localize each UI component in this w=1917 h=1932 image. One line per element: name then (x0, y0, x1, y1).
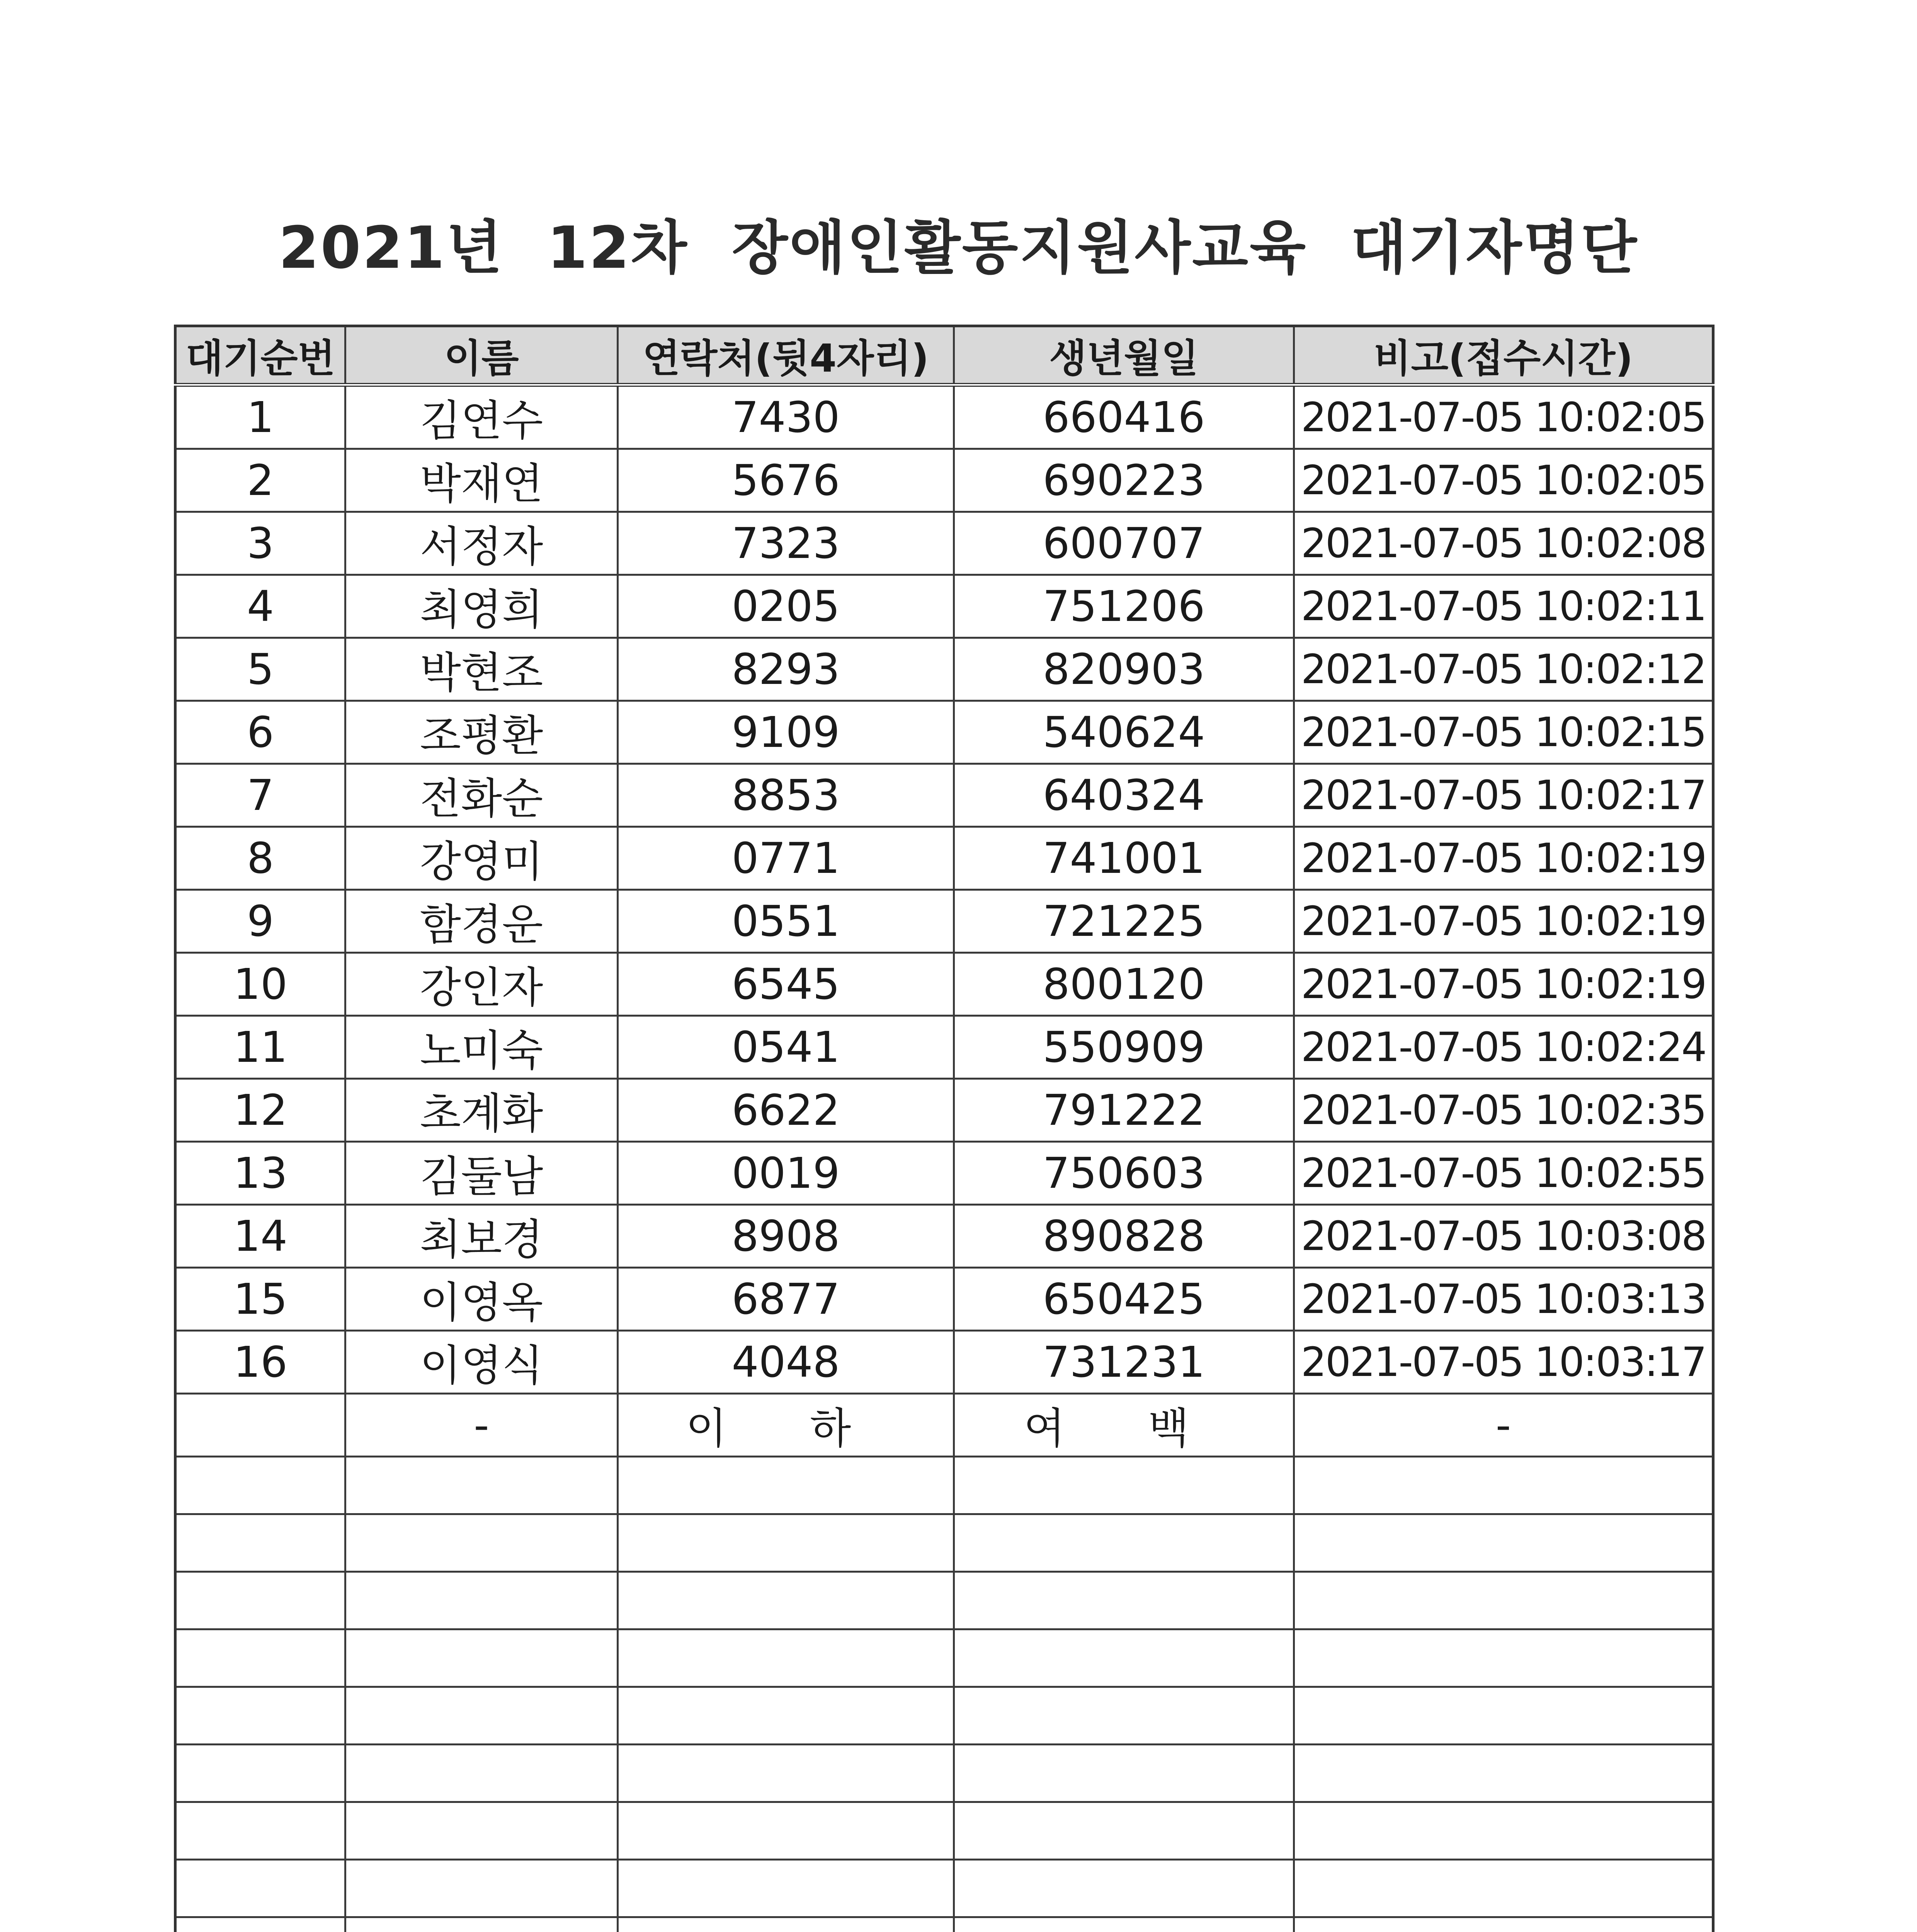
blank-row (175, 1745, 1713, 1802)
cell-contact: 0541 (618, 1016, 954, 1079)
blank-cell (175, 1629, 345, 1687)
cell-contact: 0771 (618, 827, 954, 890)
table-row (175, 575, 1713, 638)
blank-cell (1294, 1687, 1713, 1745)
header-remarks: 비고(접수시간) (1294, 326, 1713, 385)
blank-cell (618, 1860, 954, 1917)
blank-cell (954, 1860, 1294, 1917)
cell-birthdate: 791222 (954, 1079, 1294, 1142)
cell-remarks: 2021-07-05 10:02:12 (1294, 638, 1713, 701)
cell-birthdate: 550909 (954, 1016, 1294, 1079)
blank-cell (954, 1745, 1294, 1802)
blank-cell (954, 1802, 1294, 1860)
cell-birthdate: 640324 (954, 764, 1294, 827)
table-row (175, 890, 1713, 953)
cell-birthdate: 721225 (954, 890, 1294, 953)
table-row (175, 1142, 1713, 1205)
blank-cell (618, 1917, 954, 1932)
blank-cell (345, 1687, 618, 1745)
blank-cell (345, 1572, 618, 1629)
blank-cell (175, 1917, 345, 1932)
blank-cell (618, 1457, 954, 1514)
cell-remarks: 2021-07-05 10:02:11 (1294, 575, 1713, 638)
cell-name: 함경운 (345, 890, 618, 953)
cell-remarks: 2021-07-05 10:02:15 (1294, 701, 1713, 764)
cell-remarks: 2021-07-05 10:03:17 (1294, 1331, 1713, 1394)
cell-remarks: 2021-07-05 10:02:05 (1294, 449, 1713, 512)
blank-cell (175, 1514, 345, 1572)
cell-contact: 9109 (618, 701, 954, 764)
cell-name: 강인자 (345, 953, 618, 1016)
blank-cell (175, 1802, 345, 1860)
blank-row (175, 1514, 1713, 1572)
cell-waiting-number: 9 (175, 890, 345, 953)
blank-cell (175, 1860, 345, 1917)
blank-cell (175, 1572, 345, 1629)
cell-remarks: 2021-07-05 10:02:24 (1294, 1016, 1713, 1079)
cell-name: 강영미 (345, 827, 618, 890)
cell-contact: 5676 (618, 449, 954, 512)
cell-waiting-number: 10 (175, 953, 345, 1016)
cell-remarks: 2021-07-05 10:02:55 (1294, 1142, 1713, 1205)
cell-birthdate: 750603 (954, 1142, 1294, 1205)
cell-name: 박현조 (345, 638, 618, 701)
cell-waiting-number: 4 (175, 575, 345, 638)
blank-cell (1294, 1860, 1713, 1917)
cell-waiting-number: 7 (175, 764, 345, 827)
blank-row (175, 1457, 1713, 1514)
blank-cell (345, 1514, 618, 1572)
blank-cell (1294, 1745, 1713, 1802)
cell-contact: 7323 (618, 512, 954, 575)
header-birthdate: 생년월일 (954, 326, 1294, 385)
cell-contact: 6622 (618, 1079, 954, 1142)
cell-remarks: 2021-07-05 10:02:35 (1294, 1079, 1713, 1142)
blank-cell (1294, 1514, 1713, 1572)
blank-cell (175, 1745, 345, 1802)
blank-row (175, 1687, 1713, 1745)
cell-contact: 8908 (618, 1205, 954, 1268)
blank-cell (175, 1687, 345, 1745)
table-row (175, 1268, 1713, 1331)
cell-name: 박재연 (345, 449, 618, 512)
cell-waiting-number: 1 (175, 385, 345, 449)
cell-name: 김둘남 (345, 1142, 618, 1205)
table-row (175, 953, 1713, 1016)
cell-name: 이영식 (345, 1331, 618, 1394)
cell-remarks: 2021-07-05 10:02:19 (1294, 953, 1713, 1016)
blank-cell (618, 1745, 954, 1802)
cell-contact: 6877 (618, 1268, 954, 1331)
end-row-cell: - (1294, 1394, 1713, 1457)
cell-waiting-number: 15 (175, 1268, 345, 1331)
page-title: 2021년 12차 장애인활동지원사교육 대기자명단 (279, 214, 1638, 282)
header-contact: 연락처(뒷4자리) (618, 326, 954, 385)
cell-birthdate: 540624 (954, 701, 1294, 764)
cell-name: 초계화 (345, 1079, 618, 1142)
blank-cell (345, 1860, 618, 1917)
cell-contact: 0019 (618, 1142, 954, 1205)
blank-cell (954, 1917, 1294, 1932)
table-row (175, 449, 1713, 512)
end-row-cell (175, 1394, 345, 1457)
end-of-list-row (175, 1394, 1713, 1457)
cell-contact: 0551 (618, 890, 954, 953)
blank-cell (345, 1629, 618, 1687)
table-row (175, 512, 1713, 575)
table-row (175, 764, 1713, 827)
blank-cell (618, 1572, 954, 1629)
blank-cell (1294, 1917, 1713, 1932)
cell-waiting-number: 16 (175, 1331, 345, 1394)
cell-birthdate: 600707 (954, 512, 1294, 575)
cell-waiting-number: 5 (175, 638, 345, 701)
blank-cell (954, 1514, 1294, 1572)
cell-birthdate: 800120 (954, 953, 1294, 1016)
end-row-cell: 여 백 (954, 1394, 1294, 1457)
table-row (175, 827, 1713, 890)
table-row (175, 1079, 1713, 1142)
cell-waiting-number: 13 (175, 1142, 345, 1205)
cell-waiting-number: 8 (175, 827, 345, 890)
blank-cell (345, 1917, 618, 1932)
blank-cell (618, 1687, 954, 1745)
blank-row (175, 1572, 1713, 1629)
table-header-row (175, 326, 1713, 385)
end-row-cell: - (345, 1394, 618, 1457)
cell-birthdate: 741001 (954, 827, 1294, 890)
cell-birthdate: 660416 (954, 385, 1294, 449)
cell-name: 노미숙 (345, 1016, 618, 1079)
blank-row (175, 1629, 1713, 1687)
cell-remarks: 2021-07-05 10:02:17 (1294, 764, 1713, 827)
cell-waiting-number: 6 (175, 701, 345, 764)
cell-contact: 7430 (618, 385, 954, 449)
table-row (175, 385, 1713, 449)
cell-name: 전화순 (345, 764, 618, 827)
cell-remarks: 2021-07-05 10:02:08 (1294, 512, 1713, 575)
cell-birthdate: 690223 (954, 449, 1294, 512)
cell-waiting-number: 12 (175, 1079, 345, 1142)
blank-cell (954, 1629, 1294, 1687)
cell-contact: 4048 (618, 1331, 954, 1394)
table-row (175, 1016, 1713, 1079)
cell-remarks: 2021-07-05 10:02:19 (1294, 827, 1713, 890)
blank-cell (175, 1457, 345, 1514)
cell-remarks: 2021-07-05 10:03:13 (1294, 1268, 1713, 1331)
blank-row (175, 1917, 1713, 1932)
cell-contact: 0205 (618, 575, 954, 638)
blank-cell (954, 1687, 1294, 1745)
cell-birthdate: 751206 (954, 575, 1294, 638)
cell-name: 이영옥 (345, 1268, 618, 1331)
cell-birthdate: 820903 (954, 638, 1294, 701)
blank-cell (618, 1514, 954, 1572)
blank-cell (1294, 1629, 1713, 1687)
blank-cell (618, 1629, 954, 1687)
table-row (175, 638, 1713, 701)
cell-remarks: 2021-07-05 10:03:08 (1294, 1205, 1713, 1268)
cell-name: 최보경 (345, 1205, 618, 1268)
cell-contact: 8293 (618, 638, 954, 701)
blank-row (175, 1802, 1713, 1860)
blank-cell (1294, 1457, 1713, 1514)
header-name: 이름 (345, 326, 618, 385)
table-row (175, 1331, 1713, 1394)
header-waiting-number: 대기순번 (175, 326, 345, 385)
blank-cell (954, 1457, 1294, 1514)
blank-row (175, 1860, 1713, 1917)
cell-name: 최영희 (345, 575, 618, 638)
cell-birthdate: 890828 (954, 1205, 1294, 1268)
cell-name: 김연수 (345, 385, 618, 449)
table-row (175, 1205, 1713, 1268)
cell-waiting-number: 3 (175, 512, 345, 575)
blank-cell (618, 1802, 954, 1860)
cell-birthdate: 731231 (954, 1331, 1294, 1394)
cell-birthdate: 650425 (954, 1268, 1294, 1331)
cell-contact: 6545 (618, 953, 954, 1016)
end-row-cell: 이 하 (618, 1394, 954, 1457)
cell-contact: 8853 (618, 764, 954, 827)
waitlist-table (174, 325, 1715, 1932)
blank-cell (345, 1745, 618, 1802)
table-body (175, 385, 1713, 1932)
cell-name: 서정자 (345, 512, 618, 575)
cell-name: 조평환 (345, 701, 618, 764)
cell-waiting-number: 11 (175, 1016, 345, 1079)
cell-remarks: 2021-07-05 10:02:05 (1294, 385, 1713, 449)
blank-cell (1294, 1802, 1713, 1860)
blank-cell (345, 1802, 618, 1860)
blank-cell (345, 1457, 618, 1514)
cell-remarks: 2021-07-05 10:02:19 (1294, 890, 1713, 953)
blank-cell (1294, 1572, 1713, 1629)
blank-cell (954, 1572, 1294, 1629)
table-row (175, 701, 1713, 764)
cell-waiting-number: 14 (175, 1205, 345, 1268)
cell-waiting-number: 2 (175, 449, 345, 512)
